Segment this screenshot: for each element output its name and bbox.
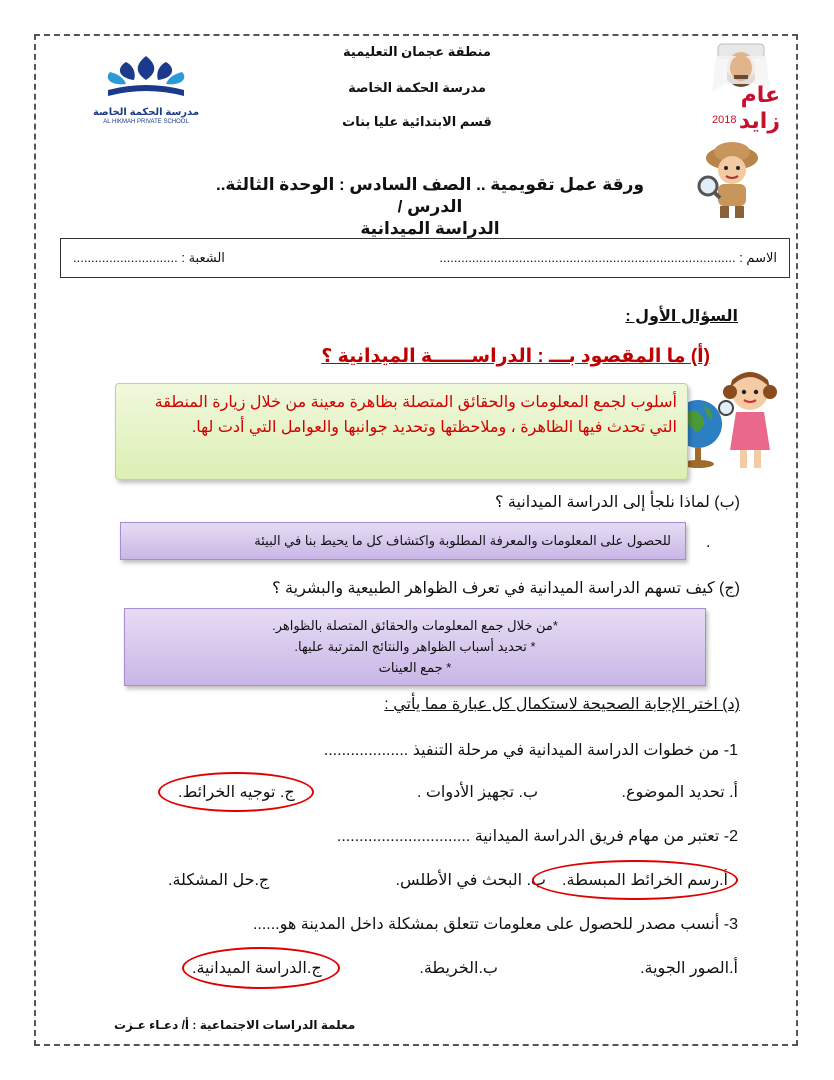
worksheet-title [200, 174, 660, 240]
mcq-3-correct-circle [182, 947, 340, 989]
mcq-2-option-a[interactable]: أ.رسم الخرائط المبسطة. [562, 872, 728, 889]
teacher-signature: معلمة الدراسات الاجتماعية : أ/ دعـاء عـزت [114, 1018, 356, 1032]
zayed-year: 2018 [712, 114, 737, 126]
mcq-3-option-b[interactable]: ب.الخريطة. [419, 960, 498, 977]
answer-a-box: أسلوب لجمع المعلومات والحقائق المتصلة بظاهرة معينة من خلال زيارة المنطقة التي تحدث فيها الظاهرة ، وملاحظتها وتحديد جوانبها والعوامل التي أدت لها. [115, 383, 688, 480]
zayed-text: عام زايد [738, 82, 780, 133]
mcq-1-correct-circle [158, 772, 314, 812]
answer-c-box [124, 608, 706, 686]
answer-c-line-2: * تحديد أسباب الظواهر والنتائج المترتبة عليها. [294, 639, 536, 654]
question-b: (ب) لماذا نلجأ إلى الدراسة الميدانية ؟ [494, 494, 740, 511]
mcq-1-stem: 1- من خطوات الدراسة الميدانية في مرحلة التنفيذ ................... [323, 742, 738, 759]
answer-c-line-3: * جمع العينات [378, 660, 452, 675]
section-field[interactable]: الشعبة : ............................. [73, 250, 225, 265]
zayed-year-text [704, 82, 780, 134]
school-logo-ar: مدرسة الحكمة الخاصة [92, 107, 200, 118]
explorer-icon [692, 138, 772, 220]
school-name: مدرسة الحكمة الخاصة [348, 80, 486, 95]
student-info-box [60, 238, 790, 278]
title-line-1: ورقة عمل تقويمية .. الصف السادس : الوحدة الثالثة.. الدرس / [215, 175, 645, 216]
region-name: منطقة عجمان التعليمية [343, 44, 491, 59]
question-d-heading: (د) اختر الإجابة الصحيحة لاستكمال كل عبارة مما يأتي : [384, 696, 740, 713]
answer-c-line-1: *من خلال جمع المعلومات والحقائق المتصلة بالظواهر. [272, 618, 558, 633]
mcq-3-option-a[interactable]: أ.الصور الجوية. [640, 960, 738, 977]
question-a: (أ) ما المقصود بـــ : الدراســــــة الميدانية ؟ [321, 346, 710, 367]
mcq-2-option-c[interactable]: ج.حل المشكلة. [168, 872, 270, 889]
question-c: (ج) كيف تسهم الدراسة الميدانية في تعرف الظواهر الطبيعية والبشرية ؟ [272, 580, 740, 597]
mcq-2-option-b[interactable]: ب. البحث في الأطلس. [395, 872, 546, 889]
zayed-logo [700, 42, 780, 132]
mcq-1-option-a[interactable]: أ. تحديد الموضوع. [621, 784, 738, 801]
title-line-2: الدراسة الميدانية [360, 219, 500, 238]
answer-b-box: للحصول على المعلومات والمعرفة المطلوبة واكتشاف كل ما يحيط بنا في البيئة [120, 522, 686, 560]
school-logo [86, 50, 206, 125]
mcq-1-option-c[interactable]: ج. توجيه الخرائط. [178, 784, 295, 801]
mcq-3-option-c[interactable]: ج.الدراسة الميدانية. [192, 960, 322, 977]
mcq-2-correct-circle [532, 860, 738, 900]
question-1-heading: السؤال الأول : [625, 308, 738, 325]
mcq-2-stem: 2- تعتبر من مهام فريق الدراسة الميدانية .............................. [336, 828, 738, 845]
section-name: قسم الابتدائية عليا بنات [342, 114, 492, 129]
mcq-3-stem: 3- أنسب مصدر للحصول على معلومات تتعلق بمشكلة داخل المدينة هو...... [252, 916, 738, 933]
school-logo-icon [86, 50, 206, 102]
school-logo-en: AL HIKMAH PRIVATE SCHOOL [103, 119, 189, 125]
name-field[interactable]: الاسم : .................................................................................. [439, 250, 777, 265]
answer-b-dot: . [706, 534, 711, 551]
explorer-illustration [692, 138, 772, 225]
mcq-1-option-b[interactable]: ب. تجهيز الأدوات . [416, 784, 538, 801]
